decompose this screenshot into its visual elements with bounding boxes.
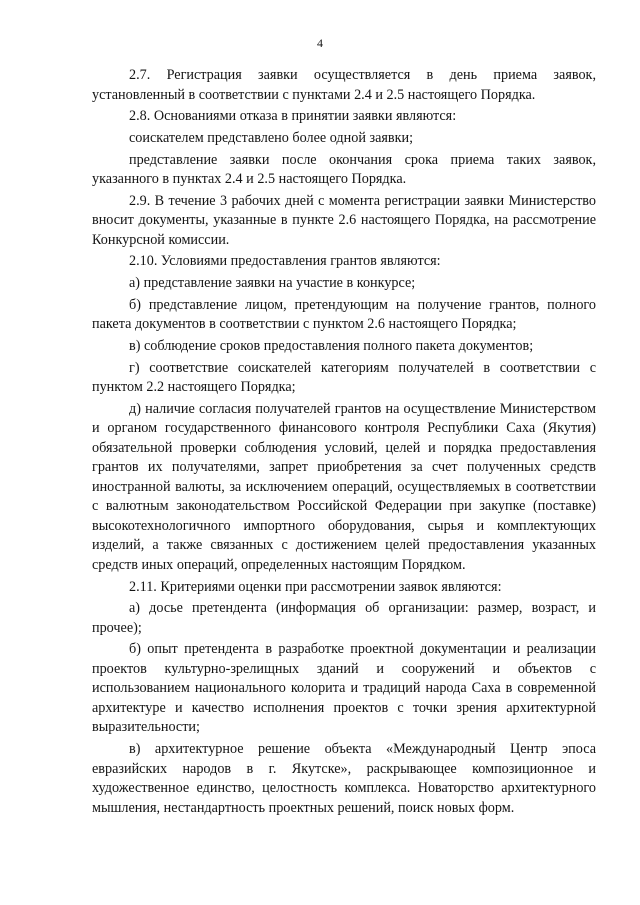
paragraph-2-8-item-2: представление заявки после окончания срока приема таких заявок, указанного в пунктах 2.4 и 2.5 настоящего Порядка. [92,151,596,188]
paragraph-2-8: 2.8. Основаниями отказа в принятии заявки являются: [129,108,457,125]
paragraph-2-11-v: в) архитектурное решение объекта «Международный Центр эпоса евразийских народов в г. Якутске», раскрывающее композиционное и художественное единство, целостность комплекса. Новаторство архитектурного мышления, нестандартность проектных решений, поиск новых форм. [92,741,596,816]
paragraph-2-11-b: б) опыт претендента в разработке проектной документации и реализации проектов культурно-зрелищных зданий и сооружений и объектов с использованием национального колорита и традиций народа Саха в современной архитектуре и качество исполнения проектов с точки зрения архитектурной выразительности; [92,641,596,736]
paragraph-2-9: 2.9. В течение 3 рабочих дней с момента регистрации заявки Министерство вносит документы, указанные в пункте 2.6 настоящего Порядка, на рассмотрение Конкурсной комиссии. [92,192,596,248]
paragraph-2-10-b: б) представление лицом, претендующим на получение грантов, полного пакета документов в соответствии с пунктом 2.6 настоящего Порядка; [92,296,596,333]
paragraph-2-11-a: а) досье претендента (информация об организации: размер, возраст, и прочее); [92,600,596,636]
paragraph-2-7: 2.7. Регистрация заявки осуществляется в день приема заявок, установленный в соответствии с пунктами 2.4 и 2.5 настоящего Порядка. [92,67,596,103]
paragraph-2-10-a: а) представление заявки на участие в конкурсе; [129,275,416,292]
paragraph-2-10-d: д) наличие согласия получателей грантов на осуществление Министерством и органом государственного финансового контроля Республики Саха (Якутия) обязательной проверки соблюдения условий, целей и порядка предоставления грантов их получателями, запрет приобретения за счет полученных средств иностранной валюты, за исключением операций, осуществляемых в соответствии с валютным законодательством Российской Федерации при закупке (поставке) высокотехнологичного импортного оборудования, сырья и комплектующих изделий, а также связанных с достижением целей предоставления указанных средств иных операций, определенных настоящим Порядком. [92,400,596,573]
page-number: 4 [317,36,323,50]
paragraph-2-8-item-1: соискателем представлено более одной заявки; [129,129,414,146]
paragraph-2-11: 2.11. Критериями оценки при рассмотрении заявок являются: [129,578,502,595]
paragraph-2-10-v: в) соблюдение сроков предоставления полного пакета документов; [129,338,534,354]
paragraph-2-10-g: г) соответствие соискателей категориям получателей в соответствии с пунктом 2.2 настоящего Порядка; [92,359,596,396]
paragraph-2-10: 2.10. Условиями предоставления грантов являются: [129,253,441,270]
document-body [92,66,596,818]
